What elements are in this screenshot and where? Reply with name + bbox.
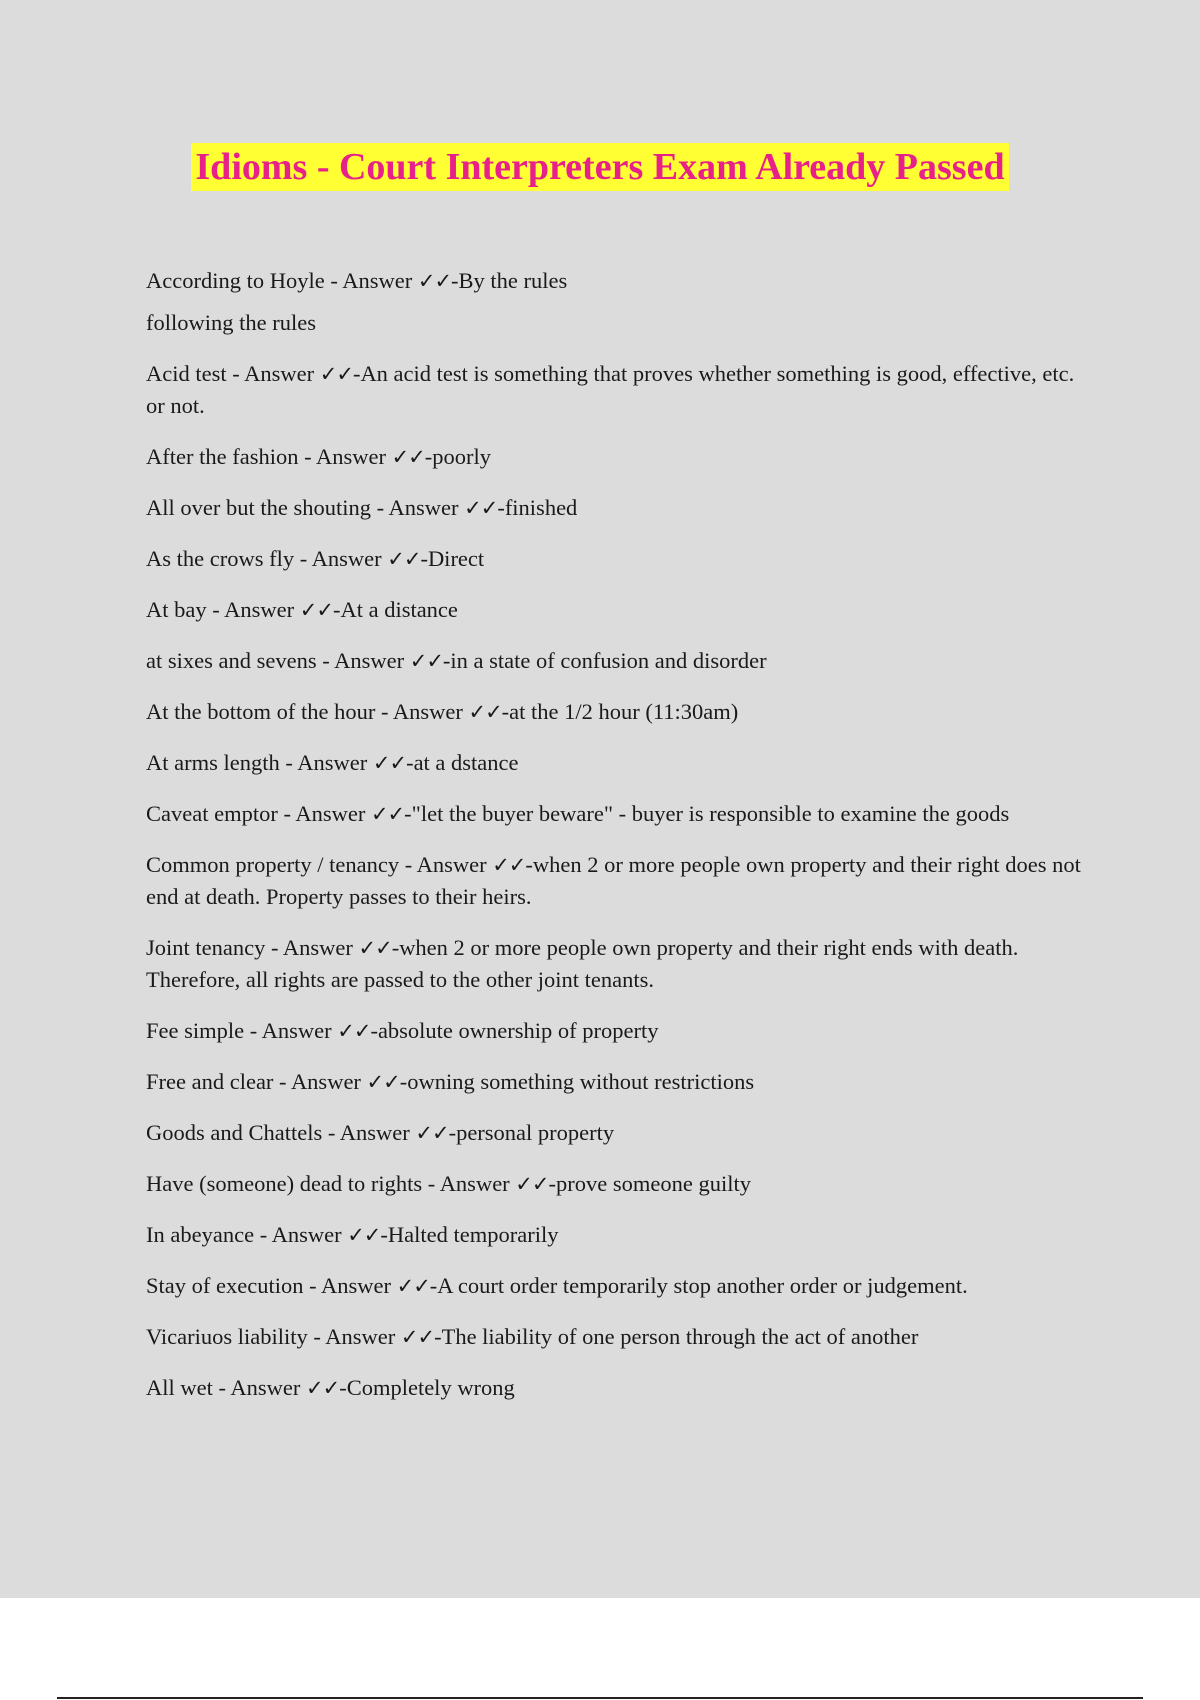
- answer-label: Answer: [224, 597, 295, 622]
- idiom-entry: At bay - Answer ✓✓-At a distance: [146, 597, 458, 622]
- idiom-term: As the crows fly: [146, 546, 295, 571]
- double-check-icon: ✓✓: [319, 362, 353, 386]
- idiom-term: Goods and Chattels: [146, 1120, 323, 1145]
- idiom-term: All over but the shouting: [146, 495, 371, 520]
- idiom-term: Free and clear: [146, 1069, 274, 1094]
- double-check-icon: ✓✓: [396, 1274, 430, 1298]
- idiom-entry: As the crows fly - Answer ✓✓-Direct: [146, 546, 485, 571]
- idiom-answer: in a state of confusion and disorder: [450, 648, 767, 673]
- idiom-answer: Completely wrong: [346, 1375, 515, 1400]
- idiom-answer: at a dstance: [413, 750, 519, 775]
- answer-label: Answer: [388, 495, 459, 520]
- double-check-icon: ✓✓: [391, 445, 425, 469]
- double-check-icon: ✓✓: [464, 496, 498, 520]
- idiom-entry: Goods and Chattels - Answer ✓✓-personal property: [146, 1120, 615, 1145]
- idiom-entry: According to Hoyle - Answer ✓✓-By the rules: [146, 268, 568, 293]
- double-check-icon: ✓✓: [366, 1070, 400, 1094]
- idiom-term: After the fashion: [146, 444, 299, 469]
- idiom-term: Stay of execution: [146, 1273, 304, 1298]
- idiom-entry: At arms length - Answer ✓✓-at a dstance: [146, 750, 519, 775]
- answer-label: Answer: [297, 750, 368, 775]
- idiom-answer: An acid test is something that proves whether something is good, effective, etc. or not.: [146, 361, 1075, 418]
- idiom-entry: Free and clear - Answer ✓✓-owning something without restrictions: [146, 1069, 755, 1094]
- idiom-answer: The liability of one person through the act of another: [441, 1324, 919, 1349]
- double-check-icon: ✓✓: [400, 1325, 435, 1349]
- answer-label: Answer: [261, 1018, 332, 1043]
- answer-label: Answer: [244, 361, 315, 386]
- idiom-entry: Stay of execution - Answer ✓✓-A court order temporarily stop another order or judgement.: [146, 1273, 968, 1298]
- answer-label: Answer: [315, 444, 386, 469]
- answer-label: Answer: [339, 1120, 410, 1145]
- idiom-term: Acid test: [146, 361, 227, 386]
- idiom-answer: Halted temporarily: [387, 1222, 559, 1247]
- idiom-answer: At a distance: [340, 597, 458, 622]
- idiom-answer: when 2 or more people own property and their right ends with death. Therefore, all rights are passed to the other joint tenants.: [146, 935, 1019, 992]
- answer-label: Answer: [295, 801, 366, 826]
- double-check-icon: ✓✓: [387, 547, 421, 571]
- title-wrap: [0, 143, 1200, 191]
- idiom-entry: Caveat emptor - Answer ✓✓-"let the buyer beware" - buyer is responsible to examine the goods: [146, 801, 1010, 826]
- double-check-icon: ✓✓: [415, 1121, 449, 1145]
- idiom-answer: at the 1/2 hour (11:30am): [509, 699, 739, 724]
- idiom-answer: when 2 or more people own property and their right does not end at death. Property passes to their heirs.: [146, 852, 1081, 909]
- answer-label: Answer: [311, 546, 382, 571]
- answer-label: Answer: [230, 1375, 301, 1400]
- double-check-icon: ✓✓: [468, 700, 502, 724]
- double-check-icon: ✓✓: [492, 853, 526, 877]
- idiom-answer: personal property: [456, 1120, 615, 1145]
- answer-label: Answer: [342, 268, 413, 293]
- idiom-answer: finished: [504, 495, 578, 520]
- answer-label: Answer: [271, 1222, 342, 1247]
- double-check-icon: ✓✓: [515, 1172, 549, 1196]
- idiom-answer: A court order temporarily stop another order or judgement.: [437, 1273, 968, 1298]
- idiom-term: Joint tenancy: [146, 935, 266, 960]
- entry-text: following the rules: [146, 310, 316, 335]
- idiom-list: [146, 265, 1096, 1423]
- idiom-term: Vicariuos liability: [146, 1324, 308, 1349]
- double-check-icon: ✓✓: [358, 936, 392, 960]
- idiom-entry: Acid test - Answer ✓✓-An acid test is something that proves whether something is good, effective, etc. or not.: [146, 361, 1075, 418]
- answer-label: Answer: [416, 852, 487, 877]
- double-check-icon: ✓✓: [337, 1019, 371, 1043]
- answer-label: Answer: [282, 935, 353, 960]
- idiom-term: Have (someone) dead to rights: [146, 1171, 423, 1196]
- footer-rule: [57, 1697, 1143, 1699]
- double-check-icon: ✓✓: [370, 802, 405, 826]
- idiom-entry: At the bottom of the hour - Answer ✓✓-at the 1/2 hour (11:30am): [146, 699, 739, 724]
- idiom-term: Common property / tenancy: [146, 852, 400, 877]
- idiom-entry: In abeyance - Answer ✓✓-Halted temporarily: [146, 1222, 559, 1247]
- idiom-answer: "let the buyer beware" - buyer is responsible to examine the goods: [411, 801, 1010, 826]
- answer-label: Answer: [392, 699, 463, 724]
- idiom-term: At the bottom of the hour: [146, 699, 376, 724]
- idiom-term: Caveat emptor: [146, 801, 278, 826]
- entry-continuation: [146, 307, 1096, 339]
- answer-label: Answer: [325, 1324, 396, 1349]
- double-check-icon: ✓✓: [372, 751, 407, 775]
- idiom-answer: absolute ownership of property: [377, 1018, 659, 1043]
- idiom-answer: prove someone guilty: [556, 1171, 751, 1196]
- idiom-term: Fee simple: [146, 1018, 245, 1043]
- answer-label: Answer: [290, 1069, 361, 1094]
- answer-label: Answer: [320, 1273, 391, 1298]
- idiom-term: At arms length: [146, 750, 280, 775]
- idiom-entry: at sixes and sevens - Answer ✓✓-in a state of confusion and disorder: [146, 648, 767, 673]
- answer-label: Answer: [334, 648, 405, 673]
- answer-label: Answer: [439, 1171, 510, 1196]
- idiom-term: According to Hoyle: [146, 268, 325, 293]
- double-check-icon: ✓✓: [306, 1376, 340, 1400]
- document-title: Idioms - Court Interpreters Exam Already Passed: [191, 143, 1008, 191]
- idiom-answer: By the rules: [458, 268, 568, 293]
- idiom-answer: poorly: [432, 444, 492, 469]
- idiom-term: All wet: [146, 1375, 213, 1400]
- idiom-entry: Have (someone) dead to rights - Answer ✓✓-prove someone guilty: [146, 1171, 751, 1196]
- double-check-icon: ✓✓: [409, 649, 443, 673]
- idiom-term: at sixes and sevens: [146, 648, 317, 673]
- idiom-answer: Direct: [427, 546, 485, 571]
- idiom-answer: owning something without restrictions: [407, 1069, 755, 1094]
- idiom-entry: Common property / tenancy - Answer ✓✓-when 2 or more people own property and their right does not end at death. Property passes to their heirs.: [146, 852, 1081, 909]
- double-check-icon: ✓✓: [347, 1223, 381, 1247]
- double-check-icon: ✓✓: [299, 598, 333, 622]
- idiom-entry: All wet - Answer ✓✓-Completely wrong: [146, 1375, 515, 1400]
- idiom-entry: After the fashion - Answer ✓✓-poorly: [146, 444, 492, 469]
- idiom-term: At bay: [146, 597, 207, 622]
- idiom-entry: Vicariuos liability - Answer ✓✓-The liability of one person through the act of another: [146, 1324, 919, 1349]
- idiom-entry: Fee simple - Answer ✓✓-absolute ownership of property: [146, 1018, 659, 1043]
- idiom-entry: All over but the shouting - Answer ✓✓-finished: [146, 495, 578, 520]
- idiom-term: In abeyance: [146, 1222, 255, 1247]
- double-check-icon: ✓✓: [417, 269, 452, 293]
- idiom-entry: Joint tenancy - Answer ✓✓-when 2 or more people own property and their right ends with death. Therefore, all rights are passed to the other joint tenants.: [146, 935, 1019, 992]
